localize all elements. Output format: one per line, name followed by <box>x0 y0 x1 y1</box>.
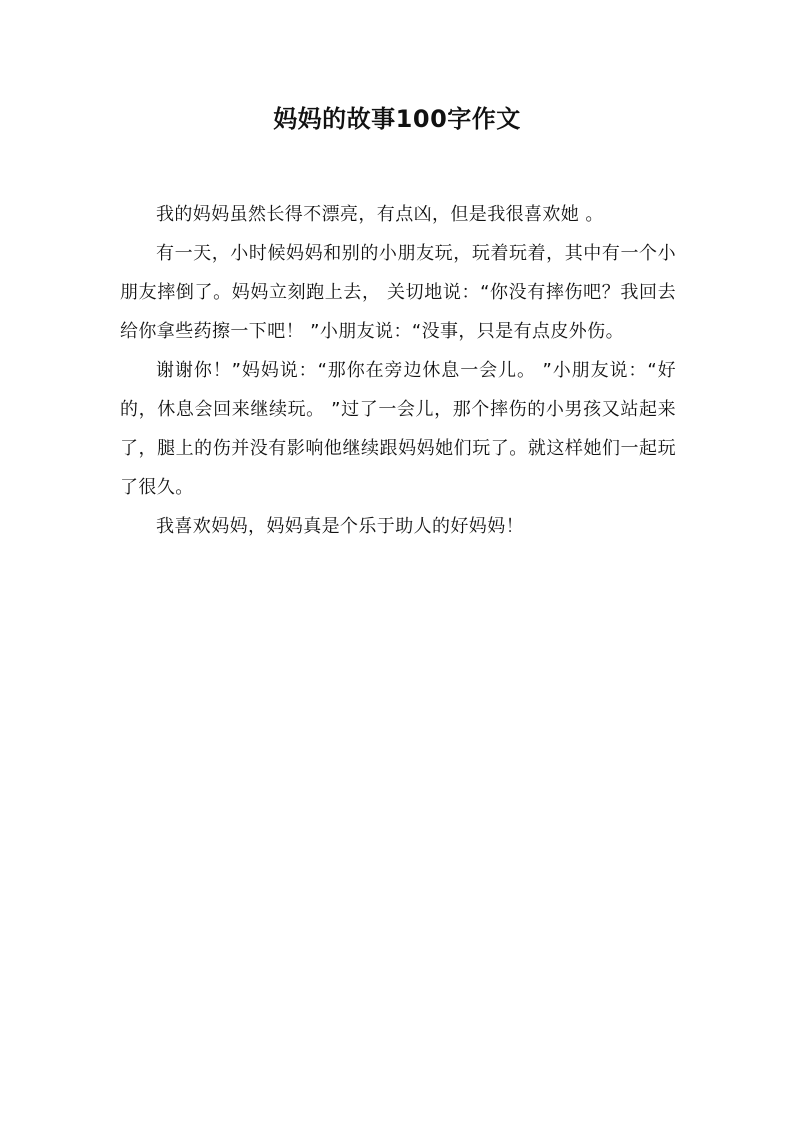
paragraph-4: 我喜欢妈妈，妈妈真是个乐于助人的好妈妈！ <box>156 516 524 537</box>
page-title: 妈妈的故事100字作文 <box>273 105 521 133</box>
paragraph-1: 我的妈妈虽然长得不漂亮，有点凶，但是我很喜欢她 。 <box>156 204 604 225</box>
paragraph-2: 有一天，小时候妈妈和别的小朋友玩，玩着玩着，其中有一个小朋友摔倒了。妈妈立刻跑上去， 关切地说：“你没有摔伤吧？我回去给你拿些药擦一下吧！ ”小朋友说：“没事，只是有点皮外伤。 <box>120 243 676 342</box>
article-body <box>120 195 676 546</box>
paragraph-3: 谢谢你！”妈妈说：“那你在旁边休息一会儿。 ”小朋友说：“好的，休息会回来继续玩。 ”过了一会儿，那个摔伤的小男孩又站起来了，腿上的伤并没有影响他继续跟妈妈她们玩了。就这样她们一起玩了很久。 <box>120 360 676 498</box>
